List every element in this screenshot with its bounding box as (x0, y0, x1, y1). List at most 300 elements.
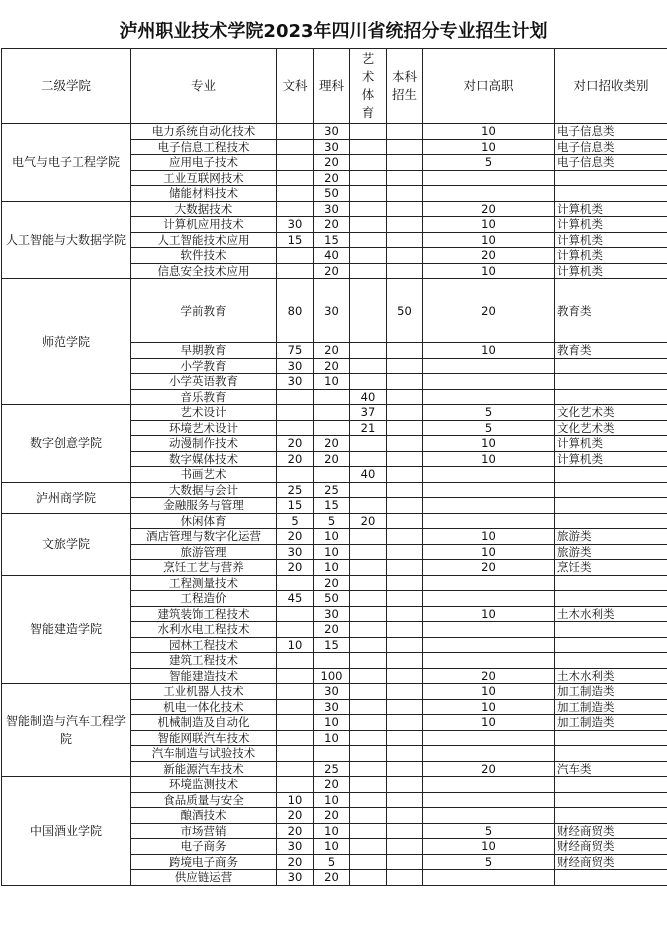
vocational-cell: 10 (423, 232, 555, 248)
major-cell: 大数据技术 (131, 201, 277, 217)
major-cell: 智能建造技术 (131, 668, 277, 684)
major-cell: 信息安全技术应用 (131, 263, 277, 279)
liberal-arts-cell: 30 (277, 544, 314, 560)
header-college: 二级学院 (2, 49, 131, 124)
vocational-category-cell (555, 870, 667, 886)
major-cell: 电子商务 (131, 839, 277, 855)
undergraduate-cell (387, 560, 423, 576)
liberal-arts-cell: 10 (277, 792, 314, 808)
science-cell: 5 (314, 513, 350, 529)
art-sports-cell (350, 823, 387, 839)
undergraduate-cell (387, 482, 423, 498)
art-sports-cell (350, 232, 387, 248)
art-sports-cell (350, 808, 387, 824)
undergraduate-cell (387, 575, 423, 591)
vocational-category-cell (555, 637, 667, 653)
science-cell: 20 (314, 217, 350, 233)
liberal-arts-cell (277, 248, 314, 264)
liberal-arts-cell (277, 653, 314, 669)
vocational-cell (423, 186, 555, 202)
undergraduate-cell (387, 217, 423, 233)
vocational-cell: 10 (423, 839, 555, 855)
liberal-arts-cell (277, 263, 314, 279)
vocational-category-cell (555, 591, 667, 607)
vocational-category-cell: 计算机类 (555, 263, 667, 279)
liberal-arts-cell (277, 405, 314, 421)
art-sports-cell: 40 (350, 467, 387, 483)
vocational-category-cell: 计算机类 (555, 217, 667, 233)
major-cell: 建筑工程技术 (131, 653, 277, 669)
art-sports-cell (350, 637, 387, 653)
vocational-category-cell (555, 622, 667, 638)
table-row (2, 513, 667, 529)
vocational-cell: 20 (423, 761, 555, 777)
science-cell (314, 746, 350, 762)
undergraduate-cell (387, 498, 423, 514)
liberal-arts-cell: 20 (277, 808, 314, 824)
major-cell: 智能网联汽车技术 (131, 730, 277, 746)
art-sports-cell (350, 653, 387, 669)
science-cell (314, 405, 350, 421)
undergraduate-cell (387, 201, 423, 217)
major-cell: 计算机应用技术 (131, 217, 277, 233)
science-cell: 20 (314, 870, 350, 886)
major-cell: 数字媒体技术 (131, 451, 277, 467)
art-sports-cell (350, 529, 387, 545)
art-sports-cell (350, 124, 387, 140)
vocational-category-cell (555, 170, 667, 186)
major-cell: 艺术设计 (131, 405, 277, 421)
major-cell: 小学英语教育 (131, 374, 277, 390)
science-cell: 10 (314, 529, 350, 545)
college-cell: 中国酒业学院 (2, 777, 131, 886)
science-cell: 30 (314, 699, 350, 715)
college-cell: 师范学院 (2, 279, 131, 405)
undergraduate-cell (387, 513, 423, 529)
liberal-arts-cell: 20 (277, 451, 314, 467)
vocational-category-cell (555, 498, 667, 514)
liberal-arts-cell: 30 (277, 839, 314, 855)
vocational-cell: 5 (423, 420, 555, 436)
liberal-arts-cell: 30 (277, 358, 314, 374)
art-sports-cell (350, 622, 387, 638)
major-cell: 园林工程技术 (131, 637, 277, 653)
vocational-cell: 20 (423, 560, 555, 576)
science-cell: 50 (314, 591, 350, 607)
table-row (2, 777, 667, 793)
science-cell: 20 (314, 343, 350, 359)
undergraduate-cell (387, 808, 423, 824)
vocational-cell: 10 (423, 217, 555, 233)
science-cell: 5 (314, 854, 350, 870)
art-sports-cell: 21 (350, 420, 387, 436)
vocational-category-cell (555, 186, 667, 202)
table-row (2, 405, 667, 421)
college-cell: 泸州商学院 (2, 482, 131, 513)
major-cell: 建筑装饰工程技术 (131, 606, 277, 622)
header-liberal-arts: 文科 (277, 49, 314, 124)
undergraduate-cell (387, 777, 423, 793)
header-major: 专业 (131, 49, 277, 124)
undergraduate-cell (387, 529, 423, 545)
major-cell: 酿酒技术 (131, 808, 277, 824)
table-row (2, 201, 667, 217)
major-cell: 电子信息工程技术 (131, 139, 277, 155)
major-cell: 新能源汽车技术 (131, 761, 277, 777)
major-cell: 环境监测技术 (131, 777, 277, 793)
vocational-category-cell (555, 746, 667, 762)
art-sports-cell (350, 777, 387, 793)
vocational-cell (423, 513, 555, 529)
page-title: 泸州职业技术学院2023年四川省统招分专业招生计划 (119, 21, 548, 42)
science-cell: 20 (314, 155, 350, 171)
science-cell: 15 (314, 498, 350, 514)
vocational-cell: 10 (423, 606, 555, 622)
undergraduate-cell (387, 170, 423, 186)
art-sports-cell: 37 (350, 405, 387, 421)
art-sports-cell (350, 186, 387, 202)
vocational-category-cell: 计算机类 (555, 248, 667, 264)
undergraduate-cell (387, 606, 423, 622)
science-cell: 20 (314, 622, 350, 638)
vocational-cell (423, 777, 555, 793)
undergraduate-cell (387, 823, 423, 839)
liberal-arts-cell: 30 (277, 217, 314, 233)
header-row (2, 49, 667, 124)
vocational-cell (423, 637, 555, 653)
vocational-cell (423, 792, 555, 808)
liberal-arts-cell: 15 (277, 498, 314, 514)
undergraduate-cell (387, 467, 423, 483)
science-cell: 15 (314, 232, 350, 248)
liberal-arts-cell: 15 (277, 232, 314, 248)
science-cell: 10 (314, 839, 350, 855)
vocational-category-cell: 计算机类 (555, 436, 667, 452)
art-sports-cell (350, 854, 387, 870)
undergraduate-cell (387, 186, 423, 202)
liberal-arts-cell (277, 699, 314, 715)
vocational-cell (423, 170, 555, 186)
art-sports-cell: 20 (350, 513, 387, 529)
vocational-cell: 5 (423, 155, 555, 171)
science-cell: 20 (314, 451, 350, 467)
undergraduate-cell (387, 124, 423, 140)
liberal-arts-cell: 5 (277, 513, 314, 529)
science-cell: 30 (314, 279, 350, 343)
art-sports-cell (350, 217, 387, 233)
liberal-arts-cell (277, 715, 314, 731)
undergraduate-cell (387, 684, 423, 700)
vocational-category-cell: 财经商贸类 (555, 823, 667, 839)
liberal-arts-cell: 30 (277, 374, 314, 390)
art-sports-cell (350, 263, 387, 279)
liberal-arts-cell (277, 139, 314, 155)
science-cell: 10 (314, 560, 350, 576)
major-cell: 学前教育 (131, 279, 277, 343)
major-cell: 人工智能技术应用 (131, 232, 277, 248)
science-cell (314, 389, 350, 405)
header-vocational-category: 对口招收类别 (555, 49, 667, 124)
science-cell: 10 (314, 544, 350, 560)
liberal-arts-cell (277, 389, 314, 405)
vocational-category-cell (555, 374, 667, 390)
major-cell: 酒店管理与数字化运营 (131, 529, 277, 545)
liberal-arts-cell (277, 124, 314, 140)
vocational-category-cell (555, 653, 667, 669)
undergraduate-cell (387, 248, 423, 264)
art-sports-cell (350, 358, 387, 374)
art-sports-cell (350, 201, 387, 217)
art-sports-cell (350, 699, 387, 715)
vocational-cell: 20 (423, 668, 555, 684)
vocational-cell: 5 (423, 854, 555, 870)
undergraduate-cell (387, 591, 423, 607)
vocational-cell (423, 482, 555, 498)
major-cell: 电力系统自动化技术 (131, 124, 277, 140)
vocational-cell (423, 374, 555, 390)
science-cell: 40 (314, 248, 350, 264)
liberal-arts-cell: 30 (277, 870, 314, 886)
art-sports-cell (350, 606, 387, 622)
liberal-arts-cell (277, 155, 314, 171)
art-sports-cell (350, 575, 387, 591)
table-row (2, 684, 667, 700)
vocational-category-cell (555, 467, 667, 483)
vocational-category-cell: 汽车类 (555, 761, 667, 777)
liberal-arts-cell (277, 668, 314, 684)
vocational-category-cell: 旅游类 (555, 544, 667, 560)
major-cell: 市场营销 (131, 823, 277, 839)
science-cell: 10 (314, 715, 350, 731)
liberal-arts-cell: 25 (277, 482, 314, 498)
science-cell (314, 653, 350, 669)
vocational-category-cell (555, 513, 667, 529)
liberal-arts-cell: 20 (277, 529, 314, 545)
liberal-arts-cell: 20 (277, 436, 314, 452)
vocational-category-cell: 教育类 (555, 279, 667, 343)
college-cell: 电气与电子工程学院 (2, 124, 131, 202)
art-sports-cell (350, 170, 387, 186)
undergraduate-cell (387, 389, 423, 405)
vocational-cell: 10 (423, 684, 555, 700)
liberal-arts-cell (277, 684, 314, 700)
undergraduate-cell (387, 139, 423, 155)
science-cell: 20 (314, 436, 350, 452)
college-cell: 人工智能与大数据学院 (2, 201, 131, 279)
vocational-cell: 10 (423, 343, 555, 359)
art-sports-cell (350, 684, 387, 700)
art-sports-cell (350, 839, 387, 855)
vocational-cell: 10 (423, 124, 555, 140)
art-sports-cell (350, 279, 387, 343)
liberal-arts-cell (277, 761, 314, 777)
enrollment-plan-table (1, 48, 667, 886)
undergraduate-cell (387, 730, 423, 746)
vocational-cell: 10 (423, 699, 555, 715)
science-cell: 10 (314, 374, 350, 390)
vocational-category-cell: 文化艺术类 (555, 420, 667, 436)
science-cell: 15 (314, 637, 350, 653)
undergraduate-cell (387, 374, 423, 390)
vocational-category-cell: 加工制造类 (555, 699, 667, 715)
major-cell: 小学教育 (131, 358, 277, 374)
undergraduate-cell (387, 544, 423, 560)
college-cell: 智能建造学院 (2, 575, 131, 684)
vocational-category-cell (555, 482, 667, 498)
college-cell: 智能制造与汽车工程学院 (2, 684, 131, 777)
table-row (2, 279, 667, 343)
art-sports-cell (350, 248, 387, 264)
vocational-category-cell: 烹饪类 (555, 560, 667, 576)
vocational-cell: 10 (423, 436, 555, 452)
major-cell: 工业互联网技术 (131, 170, 277, 186)
header-art-sports: 艺术体育 (350, 49, 387, 124)
art-sports-cell (350, 451, 387, 467)
vocational-cell (423, 746, 555, 762)
major-cell: 储能材料技术 (131, 186, 277, 202)
art-sports-cell (350, 668, 387, 684)
liberal-arts-cell: 20 (277, 560, 314, 576)
major-cell: 金融服务与管理 (131, 498, 277, 514)
college-cell: 数字创意学院 (2, 405, 131, 483)
vocational-cell: 20 (423, 279, 555, 343)
science-cell: 20 (314, 808, 350, 824)
vocational-category-cell: 土木水利类 (555, 606, 667, 622)
vocational-category-cell: 教育类 (555, 343, 667, 359)
science-cell: 30 (314, 124, 350, 140)
undergraduate-cell (387, 637, 423, 653)
vocational-cell: 20 (423, 201, 555, 217)
science-cell: 20 (314, 170, 350, 186)
vocational-category-cell: 计算机类 (555, 451, 667, 467)
vocational-cell: 10 (423, 451, 555, 467)
science-cell: 20 (314, 358, 350, 374)
vocational-category-cell: 加工制造类 (555, 715, 667, 731)
art-sports-cell (350, 746, 387, 762)
undergraduate-cell (387, 343, 423, 359)
science-cell: 10 (314, 730, 350, 746)
undergraduate-cell (387, 668, 423, 684)
vocational-category-cell: 计算机类 (555, 232, 667, 248)
liberal-arts-cell (277, 606, 314, 622)
college-cell: 文旅学院 (2, 513, 131, 575)
science-cell: 30 (314, 139, 350, 155)
liberal-arts-cell: 20 (277, 854, 314, 870)
vocational-cell: 10 (423, 544, 555, 560)
vocational-cell (423, 498, 555, 514)
art-sports-cell (350, 792, 387, 808)
liberal-arts-cell: 20 (277, 823, 314, 839)
undergraduate-cell (387, 653, 423, 669)
vocational-cell (423, 622, 555, 638)
vocational-cell: 10 (423, 529, 555, 545)
major-cell: 工业机器人技术 (131, 684, 277, 700)
major-cell: 食品质量与安全 (131, 792, 277, 808)
vocational-cell: 5 (423, 405, 555, 421)
art-sports-cell (350, 761, 387, 777)
liberal-arts-cell (277, 777, 314, 793)
science-cell: 20 (314, 263, 350, 279)
vocational-category-cell: 旅游类 (555, 529, 667, 545)
vocational-category-cell: 计算机类 (555, 201, 667, 217)
undergraduate-cell (387, 839, 423, 855)
major-cell: 跨境电子商务 (131, 854, 277, 870)
vocational-category-cell: 电子信息类 (555, 124, 667, 140)
liberal-arts-cell: 10 (277, 637, 314, 653)
undergraduate-cell (387, 854, 423, 870)
undergraduate-cell: 50 (387, 279, 423, 343)
major-cell: 大数据与会计 (131, 482, 277, 498)
major-cell: 书画艺术 (131, 467, 277, 483)
vocational-category-cell (555, 575, 667, 591)
liberal-arts-cell (277, 186, 314, 202)
art-sports-cell (350, 155, 387, 171)
undergraduate-cell (387, 761, 423, 777)
undergraduate-cell (387, 232, 423, 248)
vocational-cell: 10 (423, 715, 555, 731)
major-cell: 工程测量技术 (131, 575, 277, 591)
vocational-cell: 10 (423, 263, 555, 279)
art-sports-cell: 40 (350, 389, 387, 405)
header-vocational: 对口高职 (423, 49, 555, 124)
major-cell: 汽车制造与试验技术 (131, 746, 277, 762)
vocational-category-cell: 电子信息类 (555, 155, 667, 171)
undergraduate-cell (387, 792, 423, 808)
vocational-cell (423, 358, 555, 374)
major-cell: 应用电子技术 (131, 155, 277, 171)
liberal-arts-cell: 80 (277, 279, 314, 343)
vocational-category-cell (555, 389, 667, 405)
liberal-arts-cell (277, 575, 314, 591)
liberal-arts-cell (277, 420, 314, 436)
table-row (2, 482, 667, 498)
science-cell: 30 (314, 606, 350, 622)
art-sports-cell (350, 870, 387, 886)
undergraduate-cell (387, 746, 423, 762)
major-cell: 早期教育 (131, 343, 277, 359)
undergraduate-cell (387, 699, 423, 715)
undergraduate-cell (387, 451, 423, 467)
liberal-arts-cell (277, 467, 314, 483)
vocational-category-cell: 财经商贸类 (555, 839, 667, 855)
liberal-arts-cell: 75 (277, 343, 314, 359)
undergraduate-cell (387, 436, 423, 452)
art-sports-cell (350, 544, 387, 560)
vocational-category-cell (555, 792, 667, 808)
science-cell: 50 (314, 186, 350, 202)
table-row (2, 575, 667, 591)
vocational-category-cell (555, 777, 667, 793)
liberal-arts-cell (277, 622, 314, 638)
vocational-cell: 20 (423, 248, 555, 264)
major-cell: 软件技术 (131, 248, 277, 264)
vocational-category-cell: 财经商贸类 (555, 854, 667, 870)
undergraduate-cell (387, 715, 423, 731)
vocational-cell (423, 575, 555, 591)
major-cell: 环境艺术设计 (131, 420, 277, 436)
science-cell (314, 420, 350, 436)
vocational-category-cell: 土木水利类 (555, 668, 667, 684)
vocational-category-cell (555, 808, 667, 824)
header-undergraduate: 本科招生 (387, 49, 423, 124)
liberal-arts-cell (277, 170, 314, 186)
science-cell: 30 (314, 684, 350, 700)
art-sports-cell (350, 482, 387, 498)
vocational-category-cell: 文化艺术类 (555, 405, 667, 421)
vocational-cell: 5 (423, 823, 555, 839)
major-cell: 烹饪工艺与营养 (131, 560, 277, 576)
science-cell: 20 (314, 777, 350, 793)
